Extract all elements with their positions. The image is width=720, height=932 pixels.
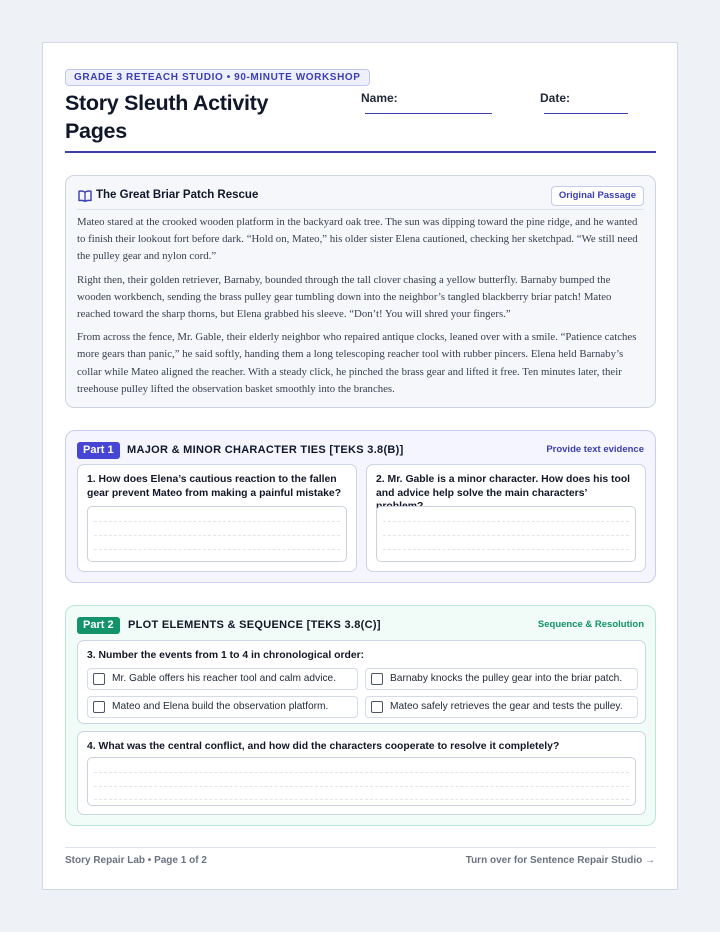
question-2-answer[interactable] [376,506,636,562]
header-divider [65,151,656,153]
question-4-card [77,731,646,815]
passage-paragraph-1: Mateo stared at the crooked wooden platform in the backyard oak tree. The sun was dipping toward the pine ridge, and he wanted to finish their lookout fort before dark. “Hold on, Mateo,” his older sister Elena cautioned, checking her sketchpad. “We still need the pulley gear and nylon cord.” [77,216,638,263]
answer-line [94,772,629,773]
name-label: Name: [361,91,398,105]
page-title: Story Sleuth Activity Pages [65,91,269,143]
answer-line [94,549,340,550]
answer-line [94,535,340,536]
part-2-heading: PLOT ELEMENTS & SEQUENCE [TEKS 3.8(C)] [128,619,381,631]
question-1-answer[interactable] [87,506,347,562]
answer-line [94,786,629,787]
footer-divider [65,847,656,848]
sequence-checkbox[interactable] [93,673,105,685]
part-2-section [65,605,656,826]
sequence-event-4[interactable] [365,696,638,718]
passage-divider [77,209,644,210]
sequence-checkbox[interactable] [371,701,383,713]
passage-paragraph-2: Right then, their golden retriever, Barnaby, bounded through the tall clover chasing a yellow butterfly. Barnaby bumped the wooden workbench, sending the brass pulley gear tumbling down into the neighbor’s tangled blackberry briar patch! Mateo reached toward the sharp thorns, but Elena grabbed his sleeve. “Don’t! You will shred your fingers.” [77,273,612,321]
passage-title: The Great Briar Patch Rescue [96,189,259,201]
answer-line [94,521,340,522]
part-1-section [65,430,656,583]
sequence-event-3[interactable] [87,696,358,718]
sequence-checkbox[interactable] [371,673,383,685]
part-1-note: Provide text evidence [546,444,644,455]
sequence-event-label: Mateo and Elena build the observation platform. [112,701,329,712]
date-label: Date: [540,91,571,105]
passage-paragraph-3: From across the fence, Mr. Gable, their elderly neighbor who repaired antique clocks, leaned over with a smile. “Patience catches more gears than panic,” he said softly, handing them a long telescoping reacher tool with rubber pincers. Elena held Barnaby’s collar while Mateo aligned the reacher. With a steady click, he pinched the brass gear and lifted it free. Ten minutes later, their treehouse pulley lifted the observation basket smoothly into the branches. [77,331,637,395]
open-book-icon [78,190,92,202]
sequence-event-label: Barnaby knocks the pulley gear into the briar patch. [390,673,623,684]
question-1-card [77,464,357,572]
question-4-answer[interactable] [87,757,636,806]
answer-line [383,521,629,522]
footer-page-info: Story Repair Lab • Page 1 of 2 [65,855,207,866]
worksheet-page [42,42,678,890]
grade-badge: GRADE 3 RETEACH STUDIO • 90-MINUTE WORKSHOP [65,69,370,86]
part-1-pill: Part 1 [77,442,120,459]
question-3-card [77,640,646,724]
answer-line [94,799,629,800]
passage-tag: Original Passage [551,186,644,206]
part-2-pill: Part 2 [77,617,120,634]
answer-line [383,549,629,550]
answer-line [383,535,629,536]
part-1-heading: MAJOR & MINOR CHARACTER TIES [TEKS 3.8(B)] [127,444,404,456]
sequence-event-label: Mr. Gable offers his reacher tool and calm advice. [112,673,337,684]
date-field[interactable] [544,113,628,114]
footer-turn-over: Turn over for Sentence Repair Studio → [465,855,655,866]
question-3-text: 3. Number the events from 1 to 4 in chronological order: [87,650,365,661]
passage-body [77,214,644,404]
sequence-event-1[interactable] [87,668,358,690]
name-field[interactable] [365,113,492,114]
question-2-card [366,464,646,572]
reading-passage [65,175,656,408]
question-1-text: 1. How does Elena’s cautious reaction to the fallen gear prevent Mateo from making a painful mistake? [87,474,342,499]
sequence-event-label: Mateo safely retrieves the gear and tests the pulley. [390,701,623,712]
sequence-checkbox[interactable] [93,701,105,713]
part-2-note: Sequence & Resolution [537,619,644,630]
question-4-text: 4. What was the central conflict, and how did the characters cooperate to resolve it completely? [87,741,560,752]
sequence-event-2[interactable] [365,668,638,690]
question-2-text: 2. Mr. Gable is a minor character. How does his tool and advice help solve the main characters’ [376,474,631,499]
